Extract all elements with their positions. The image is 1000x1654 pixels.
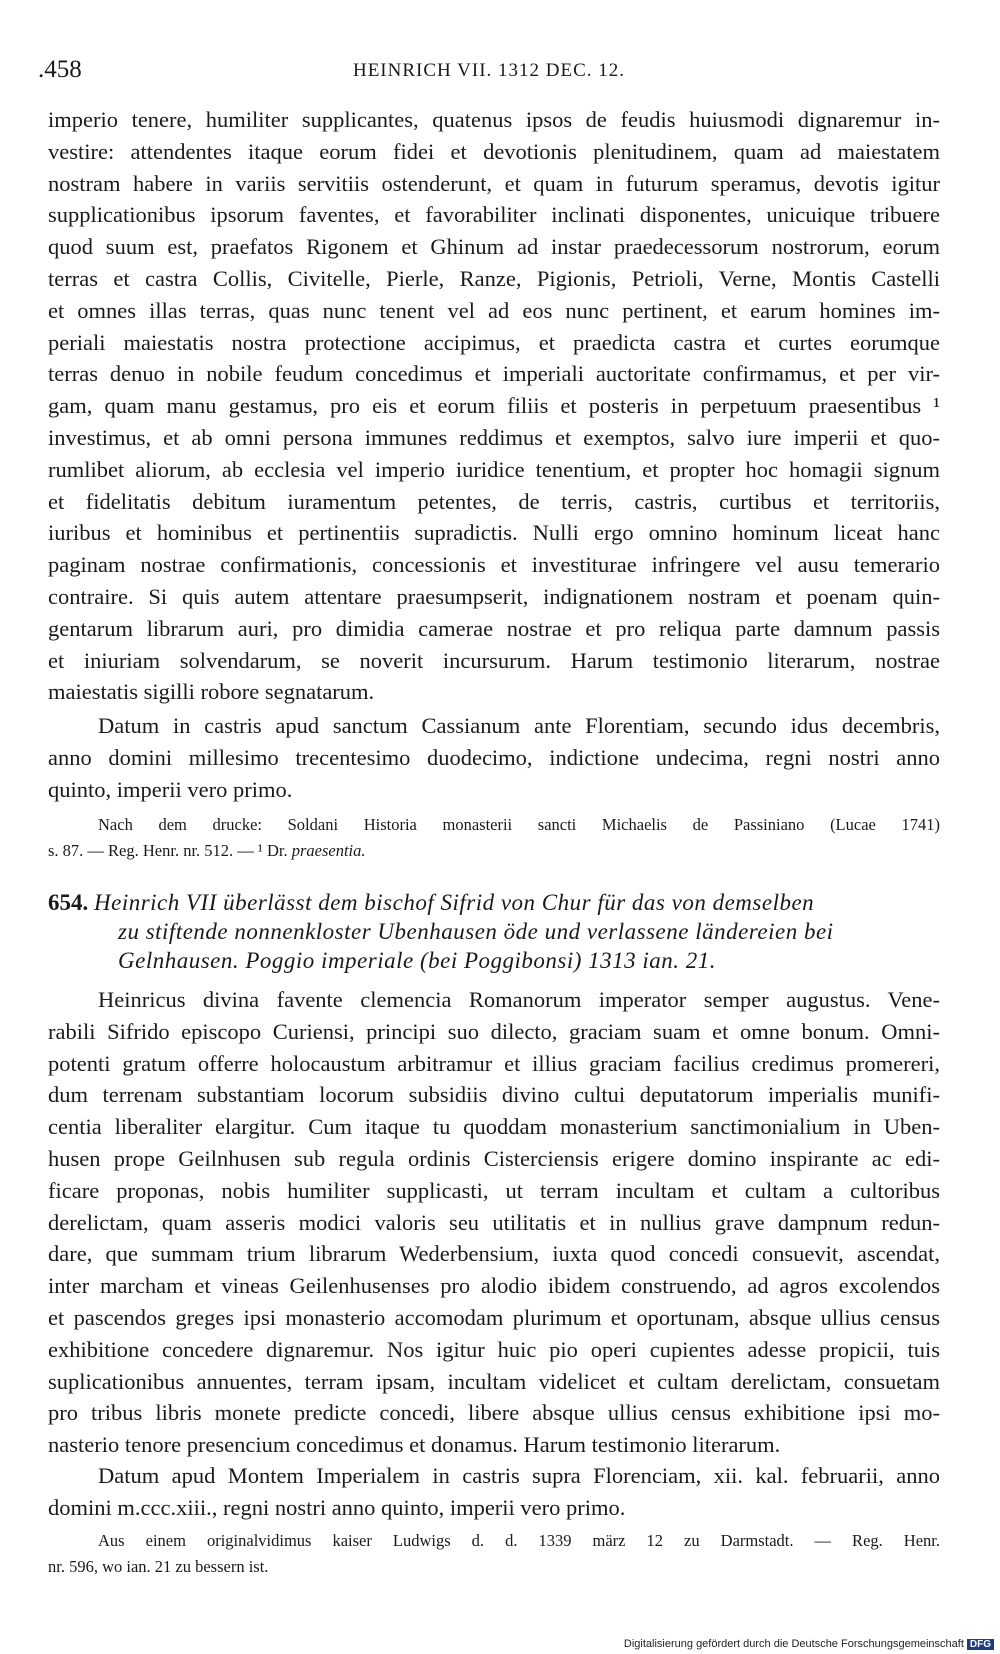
- text-line: Datum in castris apud sanctum Cassianum ante Florentiam, secundo idus decembris,: [98, 713, 940, 738]
- doc-654-body: [48, 984, 940, 1461]
- text-line: terras denuo in nobile feudum concedimus et imperiali auctoritate confirmamus, et per vir-: [48, 361, 940, 387]
- text-line: exhibitione concedere dignaremur. Nos igitur huic pio operi cupientes adesse propicii, tuis: [48, 1336, 940, 1362]
- text-line: gentarum librarum auri, pro dimidia camerae nostrae et pro reliqua parte damnum passis: [48, 615, 940, 641]
- note-line: nr. 596, wo ian. 21 zu bessern ist.: [48, 1557, 269, 1576]
- text-line: investimus, et ab omni persona immunes reddimus et exemptos, salvo iure imperii et quo-: [48, 424, 940, 450]
- note-text: s. 87. — Reg. Henr. nr. 512. — ¹ Dr.: [48, 841, 292, 860]
- text-line: centia liberaliter elargitur. Cum itaque tu quoddam monasterium sanctimonialium in Uben-: [48, 1114, 940, 1140]
- text-line: iuribus et hominibus et pertinentiis supradictis. Nulli ergo omnino hominum liceat hanc: [48, 520, 940, 546]
- text-line: periali maiestatis nostra protectione accipimus, et praedicta castra et curtes eorumque: [48, 329, 940, 355]
- text-line: rumlibet aliorum, ab ecclesia vel imperio iuridice tenentium, et propter hoc homagii signum: [48, 456, 940, 482]
- text-line: derelictam, quam asseris modici valoris seu utilitatis et in nullius grave dampnum redun-: [48, 1209, 940, 1235]
- page-header: [38, 56, 940, 90]
- page-number: .458: [38, 56, 82, 83]
- text-line: imperio tenere, humiliter supplicantes, quatenus ipsos de feudis huiusmodi dignaremur in-: [48, 107, 940, 132]
- text-line: et iniuriam solvendarum, se noverit incursurum. Harum testimonio literarum, nostrae: [48, 647, 940, 673]
- text-line: domini m.ccc.xiii., regni nostri anno quinto, imperii vero primo.: [48, 1494, 626, 1520]
- note-line: [48, 838, 940, 864]
- text-line: nasterio tenore presencium concedimus et donamus. Harum testimonio literarum.: [48, 1432, 781, 1458]
- text-line: Datum apud Montem Imperialem in castris supra Florenciam, xii. kal. februarii, anno: [98, 1463, 940, 1488]
- doc-653-source-note: [48, 812, 940, 864]
- text-line: dare, que summam trium librarum Wederbensium, iuxta quod concedi consuevit, ascendat,: [48, 1241, 940, 1267]
- text-line: contraire. Si quis autem attentare praesumpserit, indignationem nostram et poenam quin-: [48, 583, 940, 609]
- text-line: husen prope Geilnhusen sub regula ordinis Cisterciensis erigere domino inspirante ac edi-: [48, 1145, 940, 1171]
- text-line: nostram habere in variis servitiis ostenderunt, et quam in futurum speramus, devotis igitur: [48, 170, 940, 196]
- text-line: pro tribus libris monete predicte concedi, libere absque ullius census exhibitione ipsi mo-: [48, 1400, 940, 1426]
- text-line: gam, quam manu gestamus, pro eis et eorum filiis et posteris in perpetuum praesentibus ¹: [48, 393, 940, 419]
- note-variant: praesentia.: [291, 841, 366, 860]
- text-line: dum terrenam substantiam locorum subsidiis divino cultui deputatorum imperialis munifi-: [48, 1082, 940, 1108]
- text-line: potenti gratum offerre holocaustum arbitramur et illius graciam facilius credimus promereri,: [48, 1050, 940, 1076]
- text-line: supplicationibus ipsorum faventes, et favorabiliter inclinati disponentes, unicuique tribuere: [48, 202, 940, 228]
- doc-653-body: [48, 104, 940, 708]
- text-line: quod suum est, praefatos Rigonem et Ghinum ad instar praedecessorum nostrorum, eorum: [48, 234, 940, 260]
- document-number: 654.: [48, 890, 89, 915]
- running-head: HEINRICH VII. 1312 DEC. 12.: [352, 60, 626, 81]
- heading-line: Gelnhausen. Poggio imperiale (bei Poggibonsi) 1313 ian. 21.: [118, 948, 717, 973]
- doc-654-source-note: [48, 1528, 940, 1580]
- text-line: ficare proponas, nobis humiliter supplicasti, ut terram incultam et cultam a cultoribus: [48, 1177, 940, 1203]
- text-line: rabili Sifrido episcopo Curiensi, principi suo dilecto, graciam suam et omne bonum. Omni-: [48, 1018, 940, 1044]
- text-line: vestire: attendentes itaque eorum fidei et devotionis plenitudinem, quam ad maiestatem: [48, 138, 940, 164]
- credit-text: Digitalisierung gefördert durch die Deutsche Forschungsgemeinschaft: [623, 1638, 964, 1650]
- text-line: maiestatis sigilli robore segnatarum.: [48, 679, 375, 705]
- text-line: et omnes illas terras, quas nunc tenent vel ad eos nunc pertinent, et earum homines im-: [48, 297, 940, 323]
- note-line: Nach dem drucke: Soldani Historia monasterii sancti Michaelis de Passiniano (Lucae 1741): [98, 815, 940, 834]
- doc-654-heading: [48, 888, 940, 975]
- note-line: Aus einem originalvidimus kaiser Ludwigs d. d. 1339 märz 12 zu Darmstadt. — Reg. Henr.: [98, 1531, 940, 1550]
- heading-text: Heinrich VII überlässt dem bischof Sifrid von Chur für das von demselben: [94, 890, 815, 915]
- text-line: quinto, imperii vero primo.: [48, 776, 293, 802]
- dfg-logo: DFG: [967, 1639, 994, 1650]
- text-line: Heinricus divina favente clemencia Romanorum imperator semper augustus. Vene-: [98, 987, 940, 1012]
- text-line: anno domini millesimo trecentesimo duodecimo, indictione undecima, regni nostri anno: [48, 744, 940, 770]
- text-line: suplicationibus annuentes, terram ipsam, incultam videlicet et cultam derelictam, consuetam: [48, 1368, 940, 1394]
- doc-654-datum: [48, 1460, 940, 1524]
- text-line: paginam nostrae confirmationis, concessionis et investiturae infringere vel ausu temerario: [48, 552, 940, 578]
- doc-653-datum: [48, 710, 940, 805]
- text-line: terras et castra Collis, Civitelle, Pierle, Ranze, Pigionis, Petrioli, Verne, Montis Castelli: [48, 265, 940, 291]
- text-line: inter marcham et vineas Geilenhusenses pro alodio ibidem construendo, ad agros excolendos: [48, 1273, 940, 1299]
- heading-line: zu stiftende nonnenkloster Ubenhausen öde und verlassene ländereien bei: [118, 919, 834, 944]
- digitization-credit: [624, 1638, 994, 1650]
- text-line: et pascendos greges ipsi monasterio accomodam plurimum et oportunam, absque ullius census: [48, 1304, 940, 1330]
- heading-line: [48, 888, 940, 917]
- text-line: et fidelitatis debitum iuramentum petentes, de terris, castris, curtibus et territoriis,: [48, 488, 940, 514]
